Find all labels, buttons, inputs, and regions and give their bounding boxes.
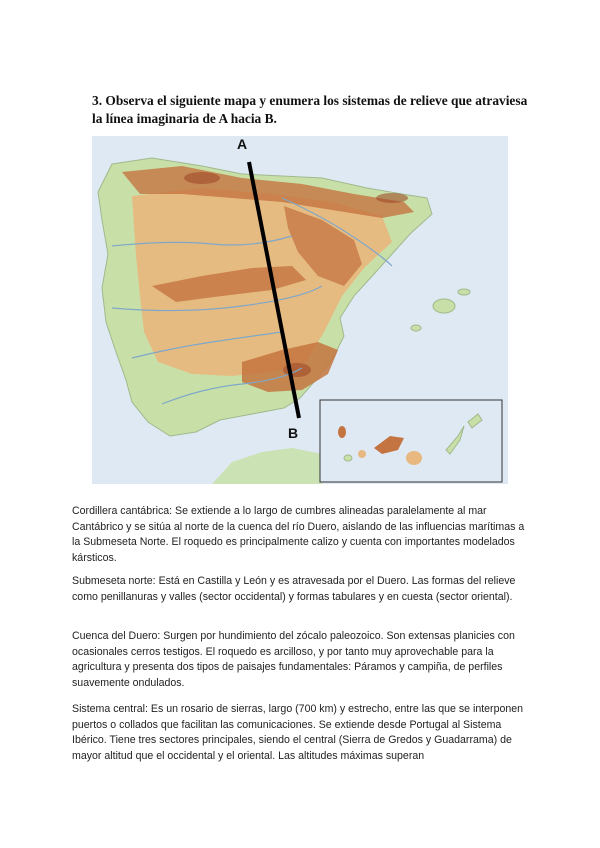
relief-map-figure bbox=[92, 136, 508, 484]
island-gomera bbox=[358, 450, 366, 458]
peak-area-pyrenees bbox=[376, 193, 408, 203]
label-a: A bbox=[237, 136, 248, 152]
question-heading bbox=[92, 92, 532, 128]
island-gran-canaria bbox=[406, 451, 422, 465]
question-text: Observa el siguiente mapa y enumera los sistemas de relieve que atraviesa la línea imaginaria de A hacia B. bbox=[92, 93, 528, 126]
paragraph-submeseta-norte: Submeseta norte: Está en Castilla y León y es atravesada por el Duero. Las formas del relieve como penillanuras y valles (sector occidental) y formas tabulares y en cuesta (sector oriental). bbox=[72, 575, 516, 603]
canary-inset-box bbox=[320, 400, 502, 482]
question-number: 3. bbox=[92, 93, 103, 108]
island-ibiza bbox=[411, 325, 421, 331]
island-mallorca bbox=[433, 299, 455, 313]
island-la-palma bbox=[338, 426, 346, 438]
paragraph-cordillera-cantabrica: Cordillera cantábrica: Se extiende a lo largo de cumbres alineadas paralelamente al mar Cantábrico y se sitúa al norte de la cuenca del río Duero, aislando de las influencias marítimas a la Submeseta Norte. El roquedo es principalmente calizo y cuenta con importantes modelados kársticos. bbox=[72, 505, 525, 564]
relief-map bbox=[92, 136, 508, 484]
paragraph-cuenca-duero: Cuenca del Duero: Surgen por hundimiento del zócalo paleozoico. Son extensas planicies con ocasionales cerros testigos. El roquedo es arcilloso, y por tanto muy aprovechable para la agricultura y presenta dos tipos de paisajes fundamentales: Páramos y campiña, de perfiles suavemente ondulados. bbox=[72, 630, 515, 689]
peak-area-north bbox=[184, 172, 220, 184]
paragraph-sistema-central: Sistema central: Es un rosario de sierras, largo (700 km) y estrecho, entre las que se interponen puertos o collados que facilitan las comunicaciones. Se extiende desde Portugal al Sistema Ibérico. Tiene tres sectores principales, siendo el central (Sierra de Gredos y Guadarrama) de mayor altitud que el occidental y el oriental. Las altitudes máximas superan bbox=[72, 703, 524, 762]
island-hierro bbox=[344, 455, 352, 461]
island-menorca bbox=[458, 289, 470, 295]
label-b: B bbox=[288, 425, 299, 441]
